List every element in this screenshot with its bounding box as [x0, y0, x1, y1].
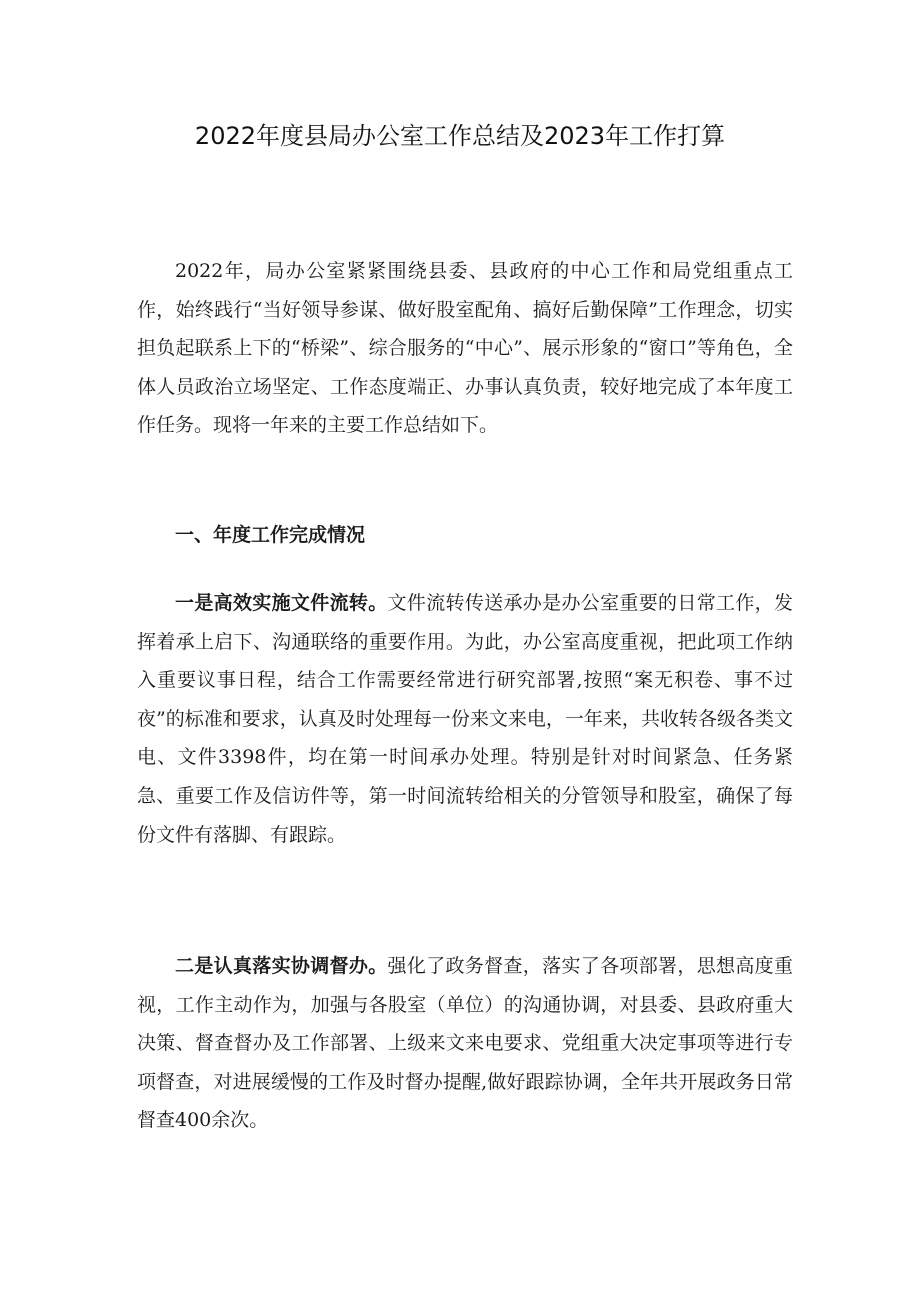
document-title: 2022年度县局办公室工作总结及2023年工作打算: [194, 122, 726, 150]
item-lead-1: 一是高效实施文件流转。: [175, 592, 388, 614]
item-lead-2: 二是认真落实协调督办。: [175, 955, 388, 977]
item-text-1: 文件流转传送承办是办公室重要的日常工作，发挥着承上启下、沟通联络的重要作用。为此，办公室高度重视，把此项工作纳入重要议事日程，结合工作需要经常进行研究部署,按照“案无积卷、事不过夜”的标准和要求，认真及时处理每一份来文来电，一年来，共收转各级各类文电、文件3398件，均在第一时间承办处理。特别是针对时间紧急、任务紧急、重要工作及信访件等，第一时间流转给相关的分管领导和股室，确保了每份文件有落脚、有跟踪。: [137, 592, 793, 846]
intro-paragraph: 2022年，局办公室紧紧围绕县委、县政府的中心工作和局党组重点工作，始终践行“当好领导参谋、做好股室配角、搞好后勤保障”工作理念，切实担负起联系上下的“桥梁”、综合服务的“中心”、展示形象的“窗口”等角色，全体人员政治立场坚定、工作态度端正、办事认真负责，较好地完成了本年度工作任务。现将一年来的主要工作总结如下。: [137, 260, 793, 437]
section-heading: 一、年度工作完成情况: [175, 524, 366, 546]
item-paragraph-2: [137, 947, 793, 1140]
item-text-2: 强化了政务督查，落实了各项部署，思想高度重视，工作主动作为，加强与各股室（单位）的沟通协调，对县委、县政府重大决策、督查督办及工作部署、上级来文来电要求、党组重大决定事项等进行专项督查，对进展缓慢的工作及时督办提醒,做好跟踪协调，全年共开展政务日常督查400余次。: [137, 955, 793, 1132]
item-paragraph-1: [137, 584, 793, 854]
